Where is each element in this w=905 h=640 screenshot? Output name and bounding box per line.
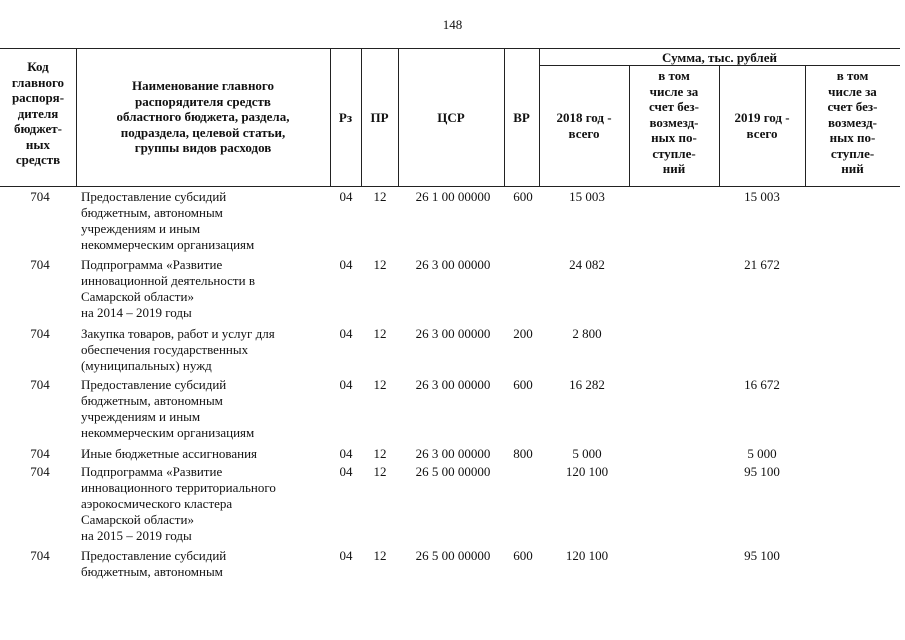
header-line: ний (841, 161, 864, 176)
cell-sum-2019: 95 100 (744, 548, 780, 563)
cell-name-line: Предоставление субсидий (81, 548, 227, 563)
header-2019-free (805, 68, 900, 177)
cell-name-line: аэрокосмического кластера (81, 496, 233, 511)
cell-name (81, 446, 331, 462)
cell-name-line: Закупка товаров, работ и услуг для (81, 326, 275, 341)
cell-name (81, 464, 331, 544)
header-line: счет без- (827, 99, 878, 114)
cell-pr: 12 (373, 189, 387, 204)
cell-name-line: инновационной деятельности в (81, 273, 255, 288)
header-line: ных по- (651, 130, 697, 145)
cell-pr: 12 (373, 377, 387, 392)
header-line: областного бюджета, раздела, (116, 109, 290, 124)
cell-sum-2018: 15 003 (569, 189, 605, 204)
cell-sum-2018: 2 800 (572, 326, 602, 341)
cell-sum-2018: 5 000 (572, 446, 602, 461)
header-line: Код (27, 59, 49, 74)
cell-csr: 26 5 00 00000 (415, 548, 491, 563)
header-line: ных по- (829, 130, 876, 145)
cell-rz: 04 (339, 548, 353, 563)
cell-vr: 600 (513, 189, 533, 204)
header-line: ступле- (830, 145, 875, 161)
column-divider (76, 48, 77, 186)
cell-name-line: на 2015 – 2019 годы (81, 528, 192, 543)
header-line: главного (11, 74, 65, 90)
header-rz: Рз (338, 110, 353, 125)
cell-rz: 04 (339, 464, 353, 479)
cell-name-line: бюджетным, автономным (81, 205, 223, 220)
header-line: ний (662, 161, 686, 176)
header-name (80, 78, 326, 156)
header-2018-total (539, 110, 629, 141)
cell-name (81, 257, 331, 321)
cell-sum-2019: 21 672 (744, 257, 780, 272)
cell-code: 704 (30, 326, 50, 341)
cell-sum-2018: 120 100 (565, 464, 609, 479)
cell-name-line: Предоставление субсидий (81, 189, 227, 204)
header-line: ных (25, 136, 51, 152)
cell-code: 704 (30, 189, 50, 204)
cell-code: 704 (30, 257, 50, 272)
cell-pr: 12 (373, 326, 387, 341)
cell-csr: 26 3 00 00000 (415, 446, 491, 461)
header-line: всего (568, 125, 600, 141)
cell-name-line: на 2014 – 2019 годы (81, 305, 192, 320)
cell-code: 704 (30, 464, 50, 479)
cell-name-line: Предоставление субсидий (81, 377, 227, 392)
cell-csr: 26 1 00 00000 (415, 189, 491, 204)
cell-name (81, 548, 331, 580)
cell-pr: 12 (373, 257, 387, 272)
header-line: средств (15, 152, 61, 167)
header-line: возмезд- (649, 114, 699, 130)
cell-name (81, 326, 331, 374)
cell-name-line: Подпрограмма «Развитие (81, 464, 223, 479)
table-header-bottom-border (0, 186, 900, 187)
header-line: числе за (828, 83, 877, 99)
cell-rz: 04 (339, 326, 353, 341)
cell-csr: 26 3 00 00000 (415, 377, 491, 392)
header-line: ступле- (652, 145, 696, 161)
header-code (0, 59, 76, 168)
cell-vr: 600 (513, 377, 533, 392)
header-line: распоря- (11, 90, 65, 105)
cell-name-line: Самарской области» (81, 289, 194, 304)
cell-code: 704 (30, 446, 50, 461)
header-line: в том (836, 68, 869, 83)
cell-name (81, 377, 331, 441)
table-top-border (0, 48, 900, 49)
cell-code: 704 (30, 377, 50, 392)
header-line: возмезд- (828, 114, 877, 130)
cell-csr: 26 3 00 00000 (415, 257, 491, 272)
cell-name (81, 189, 331, 253)
cell-sum-2018: 24 082 (569, 257, 605, 272)
cell-csr: 26 5 00 00000 (415, 464, 491, 479)
header-line: бюджет- (13, 121, 62, 136)
cell-name-line: обеспечения государственных (81, 342, 249, 357)
cell-rz: 04 (339, 189, 353, 204)
cell-name-line: бюджетным, автономным (81, 393, 223, 408)
cell-name-line: учреждениям и иным (81, 221, 201, 236)
cell-name-line: (муниципальных) нужд (81, 358, 212, 373)
cell-name-line: Иные бюджетные ассигнования (81, 446, 258, 461)
cell-sum-2019: 15 003 (744, 189, 780, 204)
cell-sum-2019: 16 672 (744, 377, 780, 392)
cell-sum-2018: 16 282 (569, 377, 605, 392)
header-2018-free (629, 68, 719, 177)
cell-pr: 12 (373, 464, 387, 479)
cell-name-line: Подпрограмма «Развитие (81, 257, 223, 272)
cell-pr: 12 (373, 548, 387, 563)
cell-name-line: инновационного территориального (81, 480, 276, 495)
cell-rz: 04 (339, 257, 353, 272)
cell-vr: 600 (513, 548, 533, 563)
header-line: подраздела, целевой статьи, (120, 124, 286, 140)
header-line: числе за (649, 83, 699, 99)
cell-name-line: некоммерческим организациям (81, 425, 255, 440)
header-vr: ВР (513, 110, 530, 125)
header-line: всего (746, 125, 778, 141)
header-line: дителя (17, 105, 59, 121)
cell-name-line: бюджетным, автономным (81, 564, 223, 579)
page-number: 148 (442, 17, 463, 32)
header-line: группы видов расходов (134, 140, 272, 155)
header-pr: ПР (370, 110, 389, 125)
header-2019-total (719, 110, 805, 141)
cell-name-line: Самарской области» (81, 512, 194, 527)
cell-csr: 26 3 00 00000 (415, 326, 491, 341)
cell-name-line: некоммерческим организациям (81, 237, 255, 252)
cell-name-line: учреждениям и иным (81, 409, 201, 424)
header-csr: ЦСР (437, 110, 465, 125)
header-line: 2019 год - (734, 110, 790, 125)
cell-rz: 04 (339, 446, 353, 461)
header-line: распорядителя средств (135, 93, 271, 109)
header-line: в том (658, 68, 690, 83)
cell-sum-2018: 120 100 (565, 548, 609, 563)
header-line: 2018 год - (556, 110, 612, 125)
header-line: счет без- (649, 99, 699, 114)
cell-vr: 200 (513, 326, 533, 341)
header-line: Наименование главного (131, 78, 275, 93)
cell-rz: 04 (339, 377, 353, 392)
cell-code: 704 (30, 548, 50, 563)
cell-sum-2019: 95 100 (744, 464, 780, 479)
header-sum-group: Сумма, тыс. рублей (662, 50, 777, 65)
cell-vr: 800 (513, 446, 533, 461)
cell-pr: 12 (373, 446, 387, 461)
cell-sum-2019: 5 000 (747, 446, 777, 461)
